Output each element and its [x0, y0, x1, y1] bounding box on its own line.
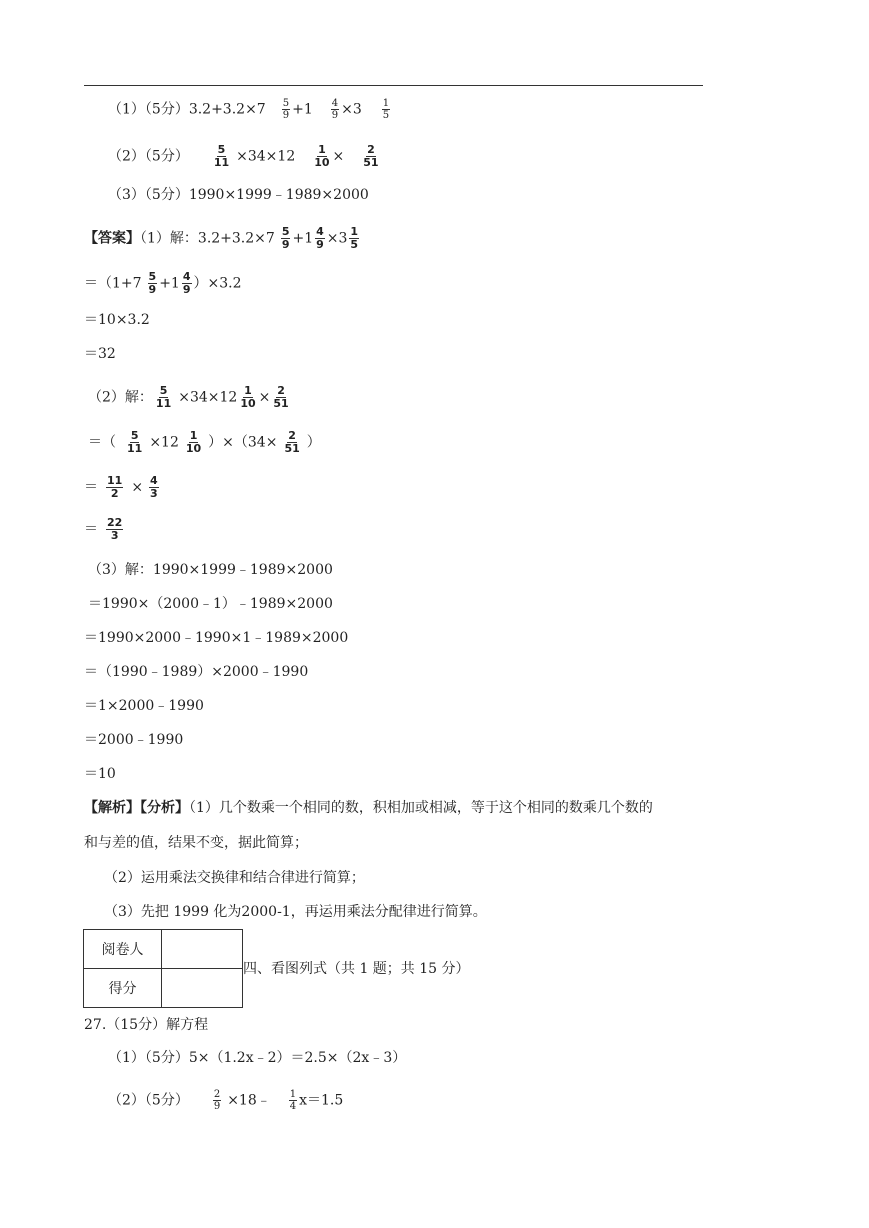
fraction: $\frac{4}{9}$	[182, 270, 191, 296]
question-3: （3）（5分）1990×1999﹣1989×2000	[108, 187, 369, 203]
text: ＝（1+7	[84, 275, 142, 292]
question-27-part-2	[108, 1089, 343, 1112]
answer-1-step-3: ＝32	[84, 346, 116, 362]
text: （1）解：3.2+3.2×7	[140, 230, 275, 247]
fraction: $\frac{1}{10}$	[240, 384, 256, 410]
grader-cell[interactable]	[162, 930, 243, 969]
fraction: $\frac{5}{11}$	[155, 384, 172, 410]
text: +1	[159, 275, 180, 292]
text: （1）几个数乘一个相同的数，积相加或相减，等于这个相同的数乘几个数的	[189, 800, 653, 816]
answer-2	[88, 385, 292, 410]
fraction: $\frac{2}{51}$	[363, 143, 379, 169]
text: ×	[332, 148, 345, 165]
fraction: $\frac{4}{9}$	[331, 98, 339, 121]
text: ×	[258, 389, 271, 406]
header-rule	[84, 85, 703, 86]
fraction: $\frac{4}{9}$	[316, 225, 324, 251]
answer-3: （3）解：1990×1999﹣1989×2000	[88, 562, 333, 578]
fraction: $\frac{5}{9}$	[281, 225, 290, 251]
fraction: $\frac{5}{9}$	[282, 98, 290, 121]
fraction: $\frac{2}{51}$	[273, 384, 289, 410]
analysis-line-4: （3）先把 1999 化为2000-1，再运用乘法分配律进行简算。	[104, 904, 487, 920]
fraction: $\frac{11}{2}$	[107, 474, 123, 500]
answer-3-step-5: ＝2000﹣1990	[84, 732, 184, 748]
answer-3-step-3: ＝（1990﹣1989）×2000﹣1990	[84, 664, 309, 680]
analysis-line-1	[84, 799, 653, 817]
answer-3-step-4: ＝1×2000﹣1990	[84, 698, 204, 714]
fraction: $\frac{1}{4}$	[289, 1089, 297, 1112]
question-27-part-1: （1）（5分）5×（1.2x﹣2）＝2.5×（2x﹣3）	[108, 1050, 407, 1066]
question-1-text: （1）（5分）3.2+3.2×7	[108, 101, 266, 118]
fraction: $\frac{5}{11}$	[213, 143, 230, 169]
fraction: $\frac{5}{11}$	[127, 429, 143, 455]
text: ×34×12	[236, 148, 296, 165]
answer-1-step-2: ＝10×3.2	[84, 312, 150, 328]
fraction: $\frac{2}{9}$	[213, 1089, 221, 1112]
fraction: $\frac{1}{10}$	[314, 143, 330, 169]
score-label: 得分	[84, 969, 162, 1008]
fraction: $\frac{1}{5}$	[382, 98, 390, 121]
text: ×18﹣	[227, 1092, 271, 1109]
question-1	[108, 98, 392, 121]
fraction: $\frac{4}{3}$	[150, 474, 158, 500]
text: ×	[131, 479, 144, 496]
question-2-text: （2）（5分）	[108, 148, 189, 165]
question-2	[108, 144, 382, 169]
fraction: $\frac{1}{10}$	[185, 429, 202, 455]
answer-2-step-1	[88, 430, 321, 455]
text: ×12	[149, 434, 179, 451]
analysis-line-2: 和与差的值，结果不变，据此简算；	[84, 835, 308, 851]
text: ）×3.2	[193, 275, 242, 292]
text: ＝	[84, 479, 98, 496]
fraction: $\frac{1}{5}$	[350, 225, 359, 251]
answer-tag: 【答案】	[84, 230, 140, 247]
question-27-title: 27.（15分）解方程	[84, 1017, 209, 1033]
text: ×3	[341, 101, 362, 118]
answer-1	[84, 226, 361, 251]
fraction: $\frac{5}{9}$	[148, 270, 157, 296]
text: （2）（5分）	[108, 1092, 189, 1109]
answer-3-step-1: ＝1990×（2000﹣1）﹣1989×2000	[88, 596, 333, 612]
text: ×3	[326, 230, 348, 247]
text: +1	[292, 101, 313, 118]
fraction: $\frac{2}{51}$	[284, 429, 300, 455]
text: +1	[292, 230, 314, 247]
answer-3-step-2: ＝1990×2000﹣1990×1﹣1989×2000	[84, 630, 349, 646]
text: ×34×12	[178, 389, 238, 406]
answer-3-step-6: ＝10	[84, 766, 116, 782]
text: ）	[306, 434, 321, 451]
text: ＝	[84, 521, 98, 538]
fraction: $\frac{22}{3}$	[107, 516, 123, 542]
score-cell[interactable]	[162, 969, 243, 1008]
text: （2）解：	[88, 389, 153, 406]
text: x＝1.5	[299, 1092, 344, 1109]
answer-1-step-1	[84, 271, 242, 296]
answer-2-step-3	[84, 517, 125, 542]
text: ＝（	[88, 434, 116, 451]
text: ）×（34×	[208, 434, 278, 451]
answer-2-step-2	[84, 475, 161, 500]
grader-label: 阅卷人	[84, 930, 162, 969]
grader-table	[83, 929, 243, 1008]
analysis-tag: 【解析】【分析】	[84, 800, 189, 816]
analysis-line-3: （2）运用乘法交换律和结合律进行简算；	[104, 870, 365, 886]
section-heading: 四、看图列式（共 1 题；共 15 分）	[243, 961, 470, 977]
